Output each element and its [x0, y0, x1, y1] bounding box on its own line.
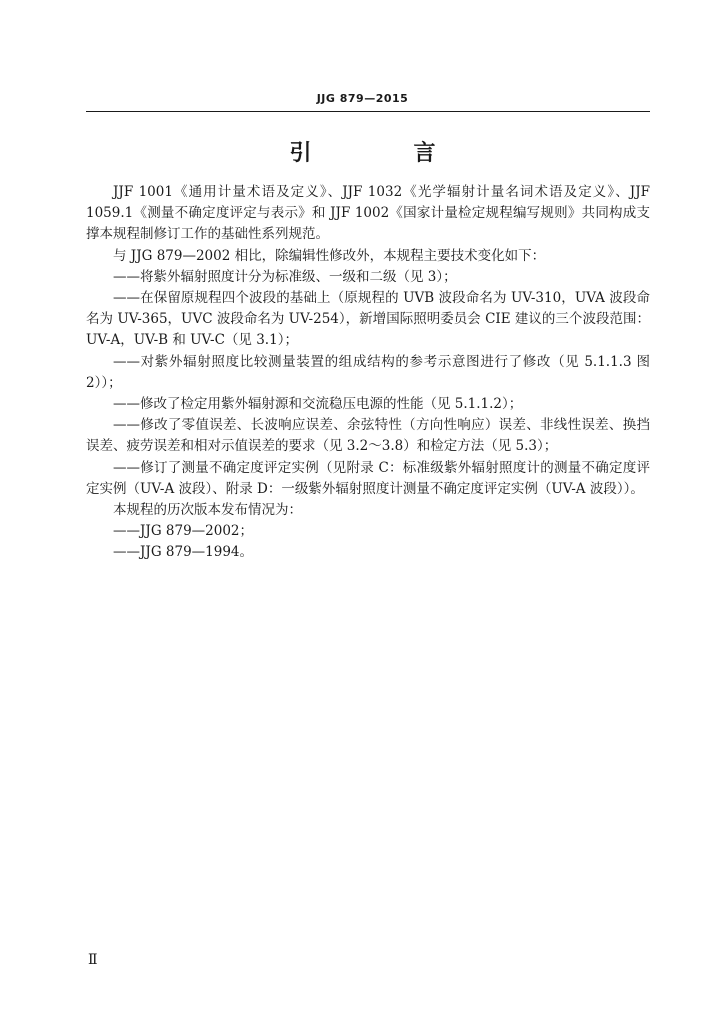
list-item-change: ——修改了零值误差、长波响应误差、余弦特性（方向性响应）误差、非线性误差、换挡误差、疲劳误差和相对示值误差的要求（见 3.2～3.8）和检定方法（见 5.3）； — [86, 417, 650, 455]
standard-code-header: JJG 879—2015 — [316, 92, 409, 105]
list-item-change: ——在保留原规程四个波段的基础上（原规程的 UVB 波段命名为 UV-310，UVA 波段命名为 UV-365，UVC 波段命名为 UV-254），新增国际照明委员会 CIE 建议的三个波段范围：UV-A，UV-B 和 UV-C（见 3.1）； — [86, 290, 650, 349]
header-divider — [86, 111, 650, 112]
page-title: 引 言 — [289, 140, 476, 166]
paragraph-basis-standards: JJF 1001《通用计量术语及定义》、JJF 1032《光学辐射计量名词术语及定义》、JJF 1059.1《测量不确定度评定与表示》和 JJF 1002《国家计量检定规程编写规则》共同构成支撑本规程制修订工作的基础性系列规范。 — [86, 184, 650, 243]
body-text — [86, 182, 650, 564]
paragraph-changes-intro: 与 JJG 879—2002 相比，除编辑性修改外，本规程主要技术变化如下： — [113, 247, 546, 264]
list-item-change: ——将紫外辐射照度计分为标准级、一级和二级（见 3）； — [113, 268, 457, 285]
list-item-change: ——修订了测量不确定度评定实例（见附录 C：标准级紫外辐射照度计的测量不确定度评定实例（UV-A 波段）、附录 D：一级紫外辐射照度计测量不确定度评定实例（UV-A 波段））。 — [86, 459, 650, 497]
page-number: Ⅱ — [88, 952, 98, 968]
list-item-change: ——对紫外辐射照度比较测量装置的组成结构的参考示意图进行了修改（见 5.1.1.3 图 2））； — [86, 353, 650, 391]
list-item-version: ——JJG 879—2002； — [113, 523, 254, 540]
list-item-change: ——修改了检定用紫外辐射源和交流稳压电源的性能（见 5.1.1.2）； — [113, 396, 523, 413]
paragraph-version-history-intro: 本规程的历次版本发布情况为： — [113, 502, 302, 519]
list-item-version: ——JJG 879—1994。 — [113, 544, 254, 561]
